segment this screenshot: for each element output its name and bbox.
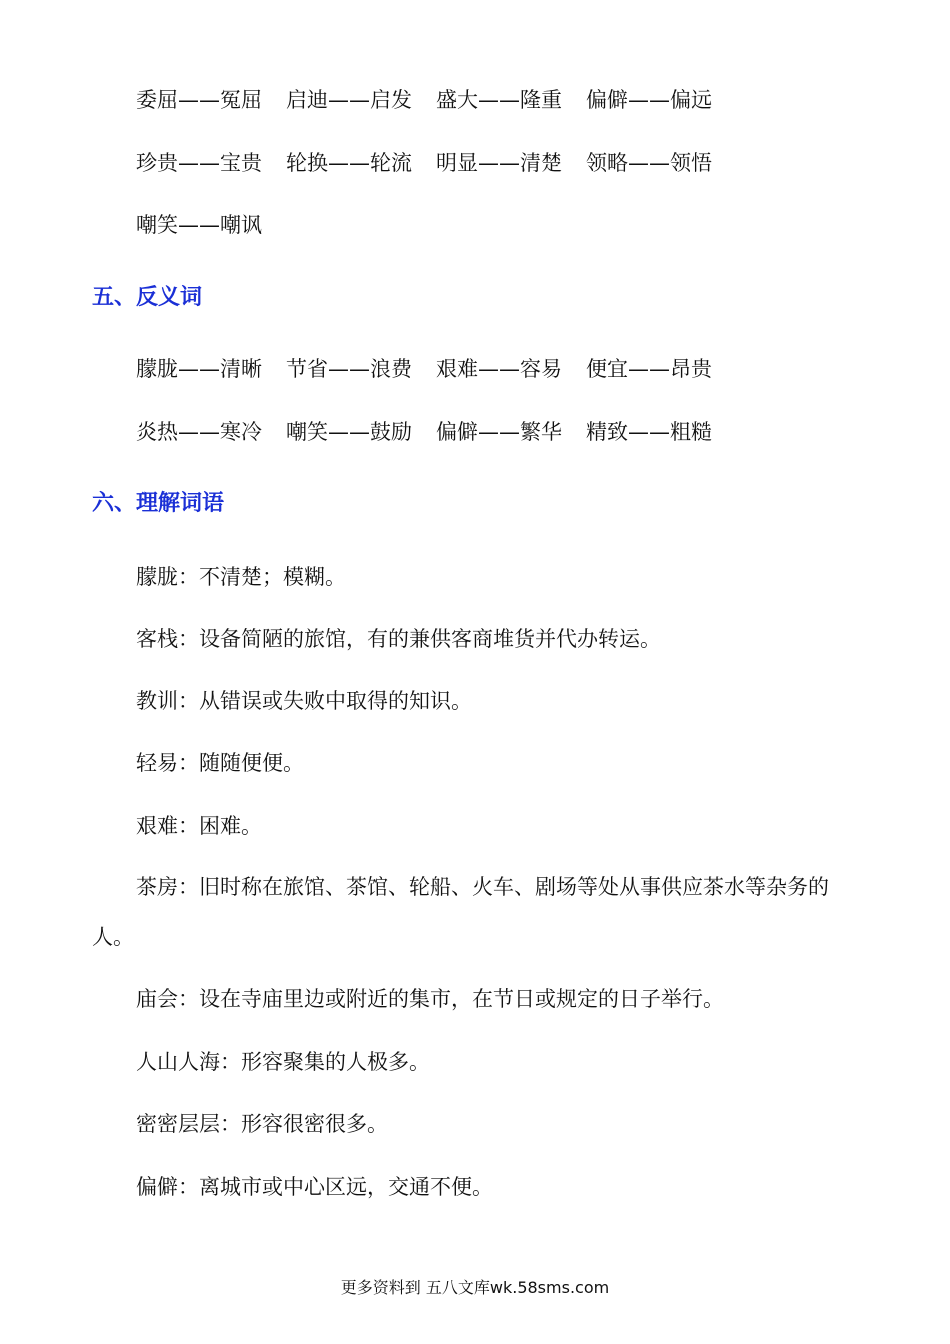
word-pair: 便宜——昂贵 [586, 357, 712, 381]
word-pair: 朦胧——清晰 [136, 357, 262, 381]
word-pair: 精致——粗糙 [586, 420, 712, 444]
definition-item: 教训：从错误或失败中取得的知识。 [136, 689, 472, 713]
word-pair: 轮换——轮流 [286, 151, 412, 175]
section-heading-definitions: 六、理解词语 [92, 491, 225, 516]
definition-item: 艰难：困难。 [136, 814, 262, 838]
word-pair: 嘲笑——嘲讽 [136, 213, 262, 237]
word-pair: 启迪——启发 [286, 88, 412, 112]
definition-item: 茶房：旧时称在旅馆、茶馆、轮船、火车、剧场等处从事供应茶水等杂务的人。 [92, 875, 829, 949]
definition-item: 轻易：随随便便。 [136, 751, 304, 775]
word-pair: 盛大——隆重 [436, 88, 562, 112]
definition-item: 人山人海：形容聚集的人极多。 [136, 1050, 430, 1074]
definition-item: 偏僻：离城市或中心区远，交通不便。 [136, 1175, 493, 1199]
word-pair: 偏僻——繁华 [436, 420, 562, 444]
word-pair: 珍贵——宝贵 [136, 151, 262, 175]
synonym-row [136, 86, 736, 114]
definition-item: 庙会：设在寺庙里边或附近的集市，在节日或规定的日子举行。 [136, 987, 724, 1011]
antonym-row [136, 355, 736, 383]
antonym-row [136, 418, 736, 446]
word-pair: 嘲笑——鼓励 [286, 420, 412, 444]
word-pair: 偏僻——偏远 [586, 88, 712, 112]
synonym-row [136, 211, 286, 239]
definition-item: 密密层层：形容很密很多。 [136, 1112, 388, 1136]
word-pair: 艰难——容易 [436, 357, 562, 381]
definition-item: 客栈：设备简陋的旅馆，有的兼供客商堆货并代办转运。 [136, 627, 661, 651]
word-pair: 节省——浪费 [286, 357, 412, 381]
footer-link-text[interactable]: 更多资料到 五八文库wk.58sms.com [340, 1278, 610, 1297]
section-heading-antonyms: 五、反义词 [92, 285, 203, 310]
word-pair: 明显——清楚 [436, 151, 562, 175]
word-pair: 炎热——寒冷 [136, 420, 262, 444]
word-pair: 委屈——冤屈 [136, 88, 262, 112]
synonym-row [136, 149, 736, 177]
definition-item: 朦胧：不清楚；模糊。 [136, 565, 346, 589]
word-pair: 领略——领悟 [586, 151, 712, 175]
